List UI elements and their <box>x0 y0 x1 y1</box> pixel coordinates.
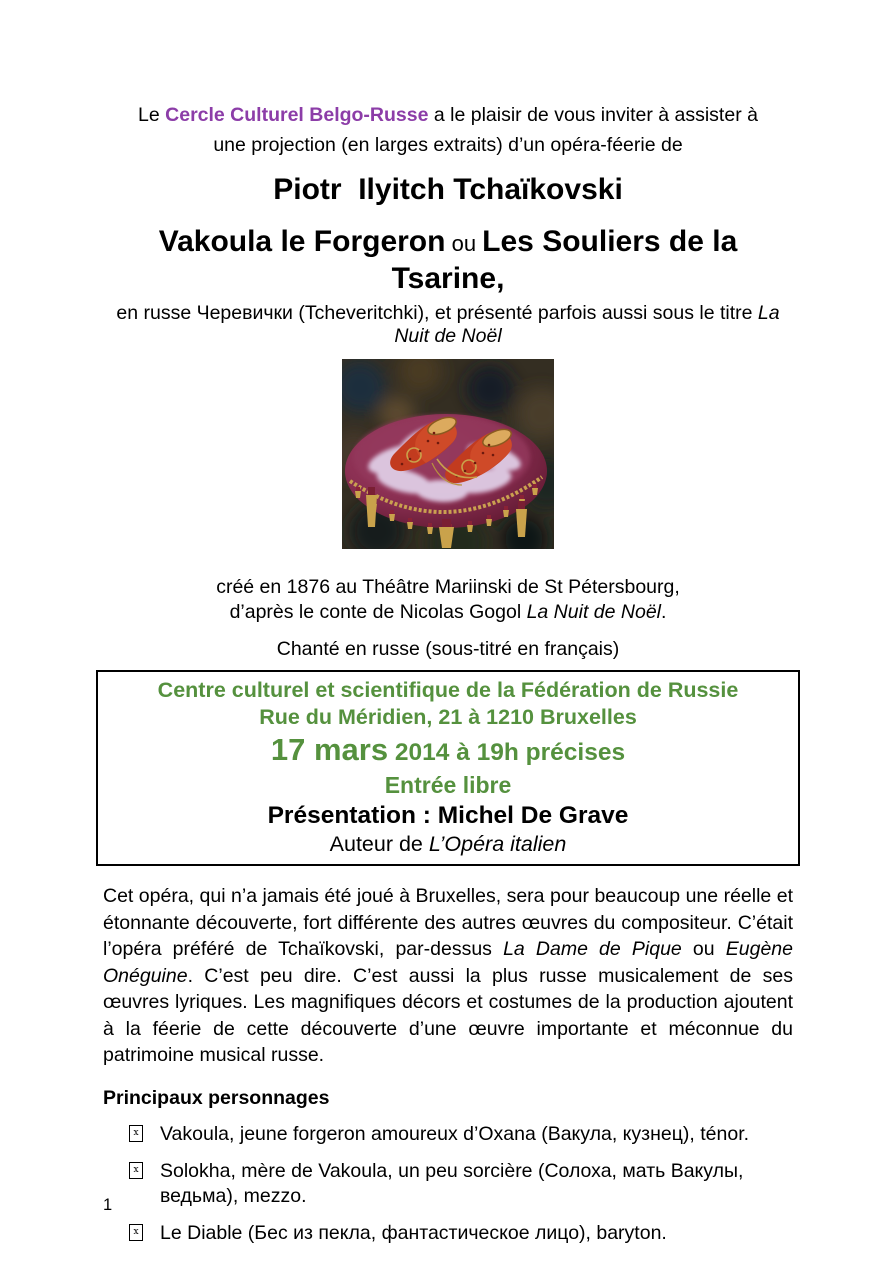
organization-name: Cercle Culturel Belgo-Russe <box>165 104 429 126</box>
creation-note <box>103 575 793 625</box>
slippers-photo-illustration <box>342 359 554 549</box>
ballot-box-bullet-icon <box>129 1224 143 1241</box>
intro-line2: une projection (en larges extraits) d’un opéra-féerie de <box>213 134 683 156</box>
ballot-box-bullet-icon <box>129 1162 143 1179</box>
event-date-rest: 2014 à 19h précises <box>388 739 626 766</box>
invitation-text <box>103 100 793 160</box>
description-part1: Cet opéra, qui n’a jamais été joué à Bruxelles, sera pour beaucoup une réelle et étonnante découverte, fort différente des autres œuvres du compositeur. C’était l’opéra préféré de Tchaïkovski, par-dessus <box>103 885 793 960</box>
event-date-day: 17 mars <box>270 732 389 767</box>
venue-name: Centre culturel et scientifique de la Fédération de Russie <box>157 678 739 702</box>
event-date <box>102 731 794 771</box>
characters-list <box>103 1122 793 1246</box>
bullet-glyph: x <box>133 1226 139 1237</box>
presenter-credit <box>102 831 794 858</box>
creation-line2-prefix: d’après le conte de Nicolas Gogol <box>229 601 527 623</box>
opera-title-part1: Vakoula le Forgeron <box>158 225 446 258</box>
list-item <box>103 1221 793 1246</box>
author-book-title: L’Opéra italien <box>428 832 567 856</box>
russian-subtitle-alt-title: La Nuit de Noël <box>394 302 780 347</box>
bullet-glyph: x <box>133 1127 139 1138</box>
description-mid: ou <box>681 938 726 960</box>
language-note: Chanté en russe (sous-titré en français) <box>276 638 620 660</box>
composer-title: Piotr Ilyitch Tchaïkovski <box>273 173 623 206</box>
page-number: 1 <box>103 1196 113 1214</box>
opera-ref-2: Eugène Onéguine <box>103 938 793 987</box>
ballot-box-bullet-icon <box>129 1125 143 1142</box>
list-item <box>103 1122 793 1147</box>
red-slippers-on-velvet-cushion-photo <box>342 359 554 549</box>
event-details-box <box>96 670 800 866</box>
creation-line1: créé en 1876 au Théâtre Mariinski de St Pétersbourg, <box>216 576 680 598</box>
intro-suffix: a le plaisir de vous inviter à assister à <box>428 104 758 126</box>
opera-description <box>103 883 793 1069</box>
venue-address: Rue du Méridien, 21 à 1210 Bruxelles <box>259 705 637 729</box>
opera-title-connector: ou <box>445 231 483 256</box>
russian-subtitle <box>103 302 793 348</box>
bullet-glyph: x <box>133 1164 139 1175</box>
characters-heading: Principaux personnages <box>103 1086 330 1109</box>
presenter-line: Présentation : Michel De Grave <box>267 802 629 829</box>
intro-prefix: Le <box>138 104 166 126</box>
russian-subtitle-text: en russe Черевички (Tcheveritchki), et présenté parfois aussi sous le titre <box>116 302 758 324</box>
list-item <box>103 1159 793 1209</box>
creation-line2-suffix: . <box>661 601 667 623</box>
character-description: Vakoula, jeune forgeron amoureux d’Oxana (Вакула, кузнец), ténor. <box>160 1122 750 1145</box>
character-description: Solokha, mère de Vakoula, un peu sorcière (Солоха, мать Вакулы, ведьма), mezzo. <box>160 1159 744 1207</box>
description-part2: . C’est peu dire. C’est aussi la plus russe musicalement de ses œuvres lyriques. Les magnifiques décors et costumes de la production ajoutent à la féerie de cette découverte d’une œuvre importante et méconnue du patrimoine musical russe. <box>103 964 793 1066</box>
opera-ref-1: La Dame de Pique <box>503 938 682 960</box>
document-content <box>103 0 793 1246</box>
opera-title-part2: Les Souliers de la Tsarine, <box>391 225 738 295</box>
opera-title <box>103 224 793 296</box>
character-description: Le Diable (Бес из пекла, фантастическое лицо), baryton. <box>160 1221 667 1244</box>
admission-note: Entrée libre <box>384 772 512 798</box>
author-prefix: Auteur de <box>329 832 429 856</box>
creation-source-title: La Nuit de Noël <box>526 601 661 623</box>
